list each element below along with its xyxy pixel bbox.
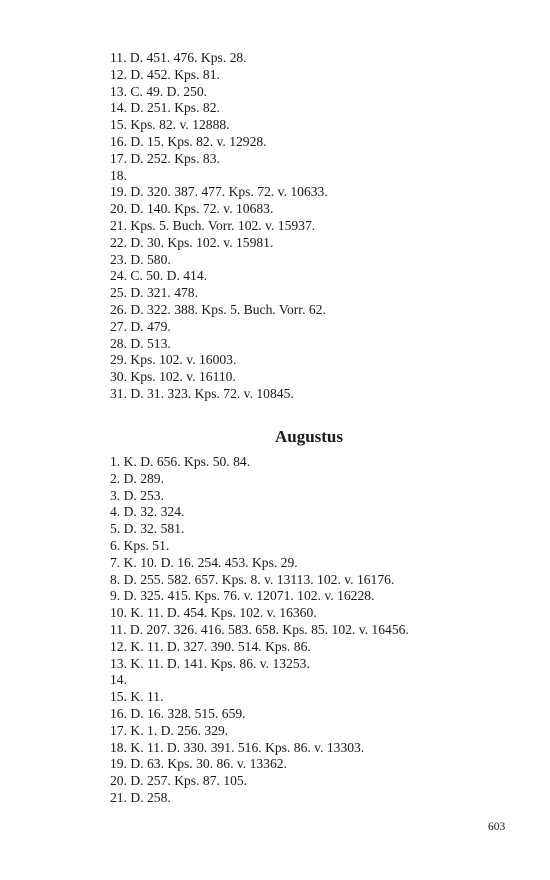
list-item: 17. K. 1. D. 256. 329. xyxy=(110,722,229,738)
list-item: 21. D. 258. xyxy=(110,789,171,805)
list-item: 10. K. 11. D. 454. Kps. 102. v. 16360. xyxy=(110,605,317,621)
list-item: 1. K. D. 656. Kps. 50. 84. xyxy=(110,454,251,469)
list-item: 21. Kps. 5. Buch. Vorr. 102. v. 15937. xyxy=(110,217,316,233)
list-item: 22. D. 30. Kps. 102. v. 15981. xyxy=(110,234,274,250)
list-item: 16. D. 15. Kps. 82. v. 12928. xyxy=(110,133,267,149)
list-item: 11. D. 451. 476. Kps. 28. xyxy=(110,50,247,65)
list-item: 20. D. 140. Kps. 72. v. 10683. xyxy=(110,201,274,217)
list-item: 8. D. 255. 582. 657. Kps. 8. v. 13113. 102. v. 16176. xyxy=(110,571,395,587)
list-item: 14. xyxy=(110,672,127,688)
list-item: 28. D. 513. xyxy=(110,335,171,351)
list-item: 4. D. 32. 324. xyxy=(110,504,185,520)
list-item: 18. K. 11. D. 330. 391. 516. Kps. 86. v. 13303. xyxy=(110,739,365,755)
list-item: 2. D. 289. xyxy=(110,470,164,486)
list-item: 20. D. 257. Kps. 87. 105. xyxy=(110,773,248,789)
list-item: 24. C. 50. D. 414. xyxy=(110,268,208,284)
list-item: 12. D. 452. Kps. 81. xyxy=(110,66,220,82)
list-item: 7. K. 10. D. 16. 254. 453. Kps. 29. xyxy=(110,554,298,570)
section-heading-augustus: Augustus xyxy=(274,427,344,446)
list-item: 30. Kps. 102. v. 16110. xyxy=(110,369,236,385)
list-item: 19. D. 320. 387. 477. Kps. 72. v. 10633. xyxy=(110,184,328,200)
list-item: 14. D. 251. Kps. 82. xyxy=(110,100,220,116)
list-item: 11. D. 207. 326. 416. 583. 658. Kps. 85. 102. v. 16456. xyxy=(110,621,409,637)
list-item: 6. Kps. 51. xyxy=(110,537,170,553)
list-item: 23. D. 580. xyxy=(110,251,171,267)
list-item: 31. D. 31. 323. Kps. 72. v. 10845. xyxy=(110,385,294,401)
list-item: 26. D. 322. 388. Kps. 5. Buch. Vorr. 62. xyxy=(110,301,326,317)
entry-list-previous-month xyxy=(110,50,328,403)
list-item: 13. C. 49. D. 250. xyxy=(110,83,208,99)
list-item: 15. K. 11. xyxy=(110,689,164,705)
list-item: 5. D. 32. 581. xyxy=(110,521,185,537)
list-item: 16. D. 16. 328. 515. 659. xyxy=(110,705,246,721)
list-item: 17. D. 252. Kps. 83. xyxy=(110,150,220,166)
list-item: 27. D. 479. xyxy=(110,318,171,334)
list-item: 25. D. 321. 478. xyxy=(110,285,198,301)
list-item: 18. xyxy=(110,167,127,183)
list-item: 19. D. 63. Kps. 30. 86. v. 13362. xyxy=(110,756,287,772)
entry-list-augustus xyxy=(110,454,409,807)
list-item: 29. Kps. 102. v. 16003. xyxy=(110,352,237,368)
list-item: 3. D. 253. xyxy=(110,487,164,503)
list-item: 15. Kps. 82. v. 12888. xyxy=(110,117,230,133)
list-item: 13. K. 11. D. 141. Kps. 86. v. 13253. xyxy=(110,655,310,671)
list-item: 9. D. 325. 415. Kps. 76. v. 12071. 102. v. 16228. xyxy=(110,588,375,604)
page-number: 603 xyxy=(488,821,506,833)
list-item: 12. K. 11. D. 327. 390. 514. Kps. 86. xyxy=(110,638,311,654)
